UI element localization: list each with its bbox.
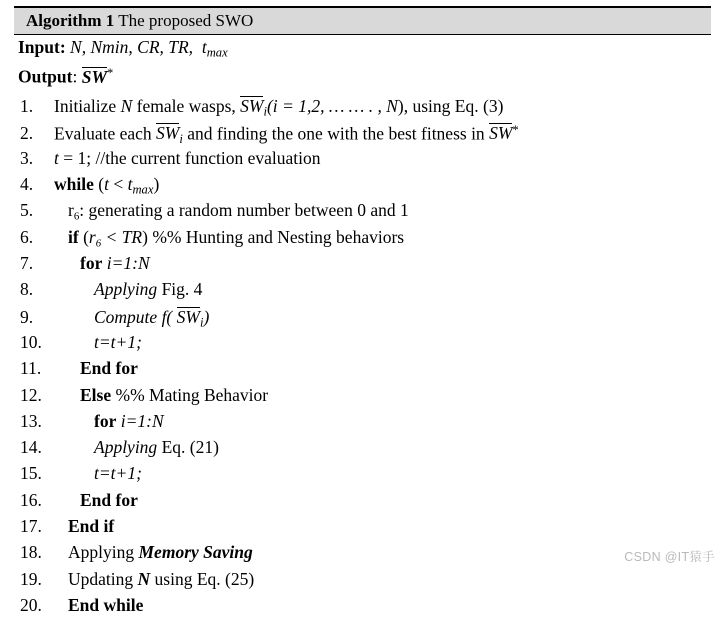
input-label: Input: [18, 37, 66, 58]
line-number: 11. [20, 358, 42, 379]
line-number: 12. [20, 384, 42, 405]
output-colon: : [72, 66, 78, 87]
algorithm-line [18, 202, 711, 228]
line-text: Updating N using Eq. (25) [68, 568, 255, 589]
line-text: End while [68, 594, 144, 615]
algorithm-line [18, 97, 711, 123]
line-number: 16. [20, 489, 42, 510]
algorithm-line [18, 384, 711, 413]
line-text: while $(t < t_{max})$ [54, 174, 160, 197]
line-number: 13. [20, 410, 42, 431]
input-params: N, Nmin, CR, TR, [70, 37, 194, 58]
line-number: 14. [20, 437, 42, 458]
algorithm-line [18, 308, 711, 334]
watermark-text: CSDN @IT猿手 [624, 550, 715, 564]
line-number: 5. [20, 200, 34, 221]
line-text: t=t+1; [94, 331, 142, 352]
line-text: t=t+1; [94, 463, 142, 484]
line-number: 8. [20, 279, 34, 300]
algorithm-line [18, 176, 711, 202]
algorithm-line [18, 124, 711, 150]
algorithm-header [14, 6, 711, 35]
algorithm-line [18, 331, 711, 360]
line-number: 10. [20, 331, 42, 352]
output-star: * [107, 66, 114, 81]
line-text: Applying Memory Saving [68, 542, 253, 563]
line-number: 17. [20, 516, 42, 536]
input-tmax-subscript: max [206, 45, 228, 60]
algorithm-line [18, 465, 711, 491]
input-tmax: t [201, 37, 207, 58]
line-number: 9. [20, 306, 34, 327]
algorithm-line [18, 489, 711, 518]
line-text: End for [80, 489, 138, 510]
algorithm-body [14, 35, 711, 623]
input-line [18, 39, 711, 67]
line-number: 18. [20, 542, 42, 563]
algorithm-line [18, 568, 711, 597]
line-text: if (r6 < TR) %% Hunting and Nesting behaviors [68, 226, 405, 249]
line-number: 6. [20, 226, 34, 247]
line-number: 1. [20, 96, 34, 117]
output-line [18, 67, 711, 97]
line-text: for i=1:N [94, 410, 164, 431]
algorithm-line [18, 360, 711, 386]
algorithm-block [14, 6, 711, 623]
line-text: Applying Fig. 4 [94, 279, 203, 300]
line-text: Applying Eq. (21) [94, 437, 219, 458]
line-number: 4. [20, 174, 34, 195]
algorithm-line [18, 518, 711, 544]
algorithm-line [18, 410, 711, 439]
algorithm-title: The proposed SWO [118, 11, 254, 30]
algorithm-line [18, 147, 711, 176]
line-number: 2. [20, 123, 34, 144]
algorithm-line [18, 439, 711, 465]
algorithm-line [18, 255, 711, 281]
line-text: t = 1; //the current function evaluation [54, 147, 321, 168]
line-text: Initialize N female wasps, $SW_i(i = 1,2$, … … . , N), using Eq. (3) [54, 96, 504, 119]
line-number: 19. [20, 568, 42, 589]
output-label: Output [18, 66, 73, 87]
line-number: 3. [20, 147, 34, 168]
line-text: Evaluate each $SW_i$ and finding the one with the best fitness in SW* [54, 122, 519, 146]
line-number: 15. [20, 463, 42, 484]
line-text: r6: generating a random number between 0 and 1 [68, 200, 409, 223]
line-text: for i=1:N [80, 253, 150, 274]
algorithm-line [18, 544, 711, 570]
output-vector-sw: SW [81, 66, 108, 87]
line-number: 20. [20, 594, 42, 615]
line-text: Compute f( $SW_i$) [94, 306, 210, 330]
algorithm-number: Algorithm 1 [26, 11, 115, 30]
line-text: End if [68, 516, 115, 536]
algorithm-line [18, 594, 711, 623]
algorithm-line [18, 226, 711, 255]
algorithm-line [18, 281, 711, 307]
line-text: Else %% Mating Behavior [80, 384, 269, 405]
line-number: 7. [20, 253, 34, 274]
line-text: End for [80, 358, 138, 379]
